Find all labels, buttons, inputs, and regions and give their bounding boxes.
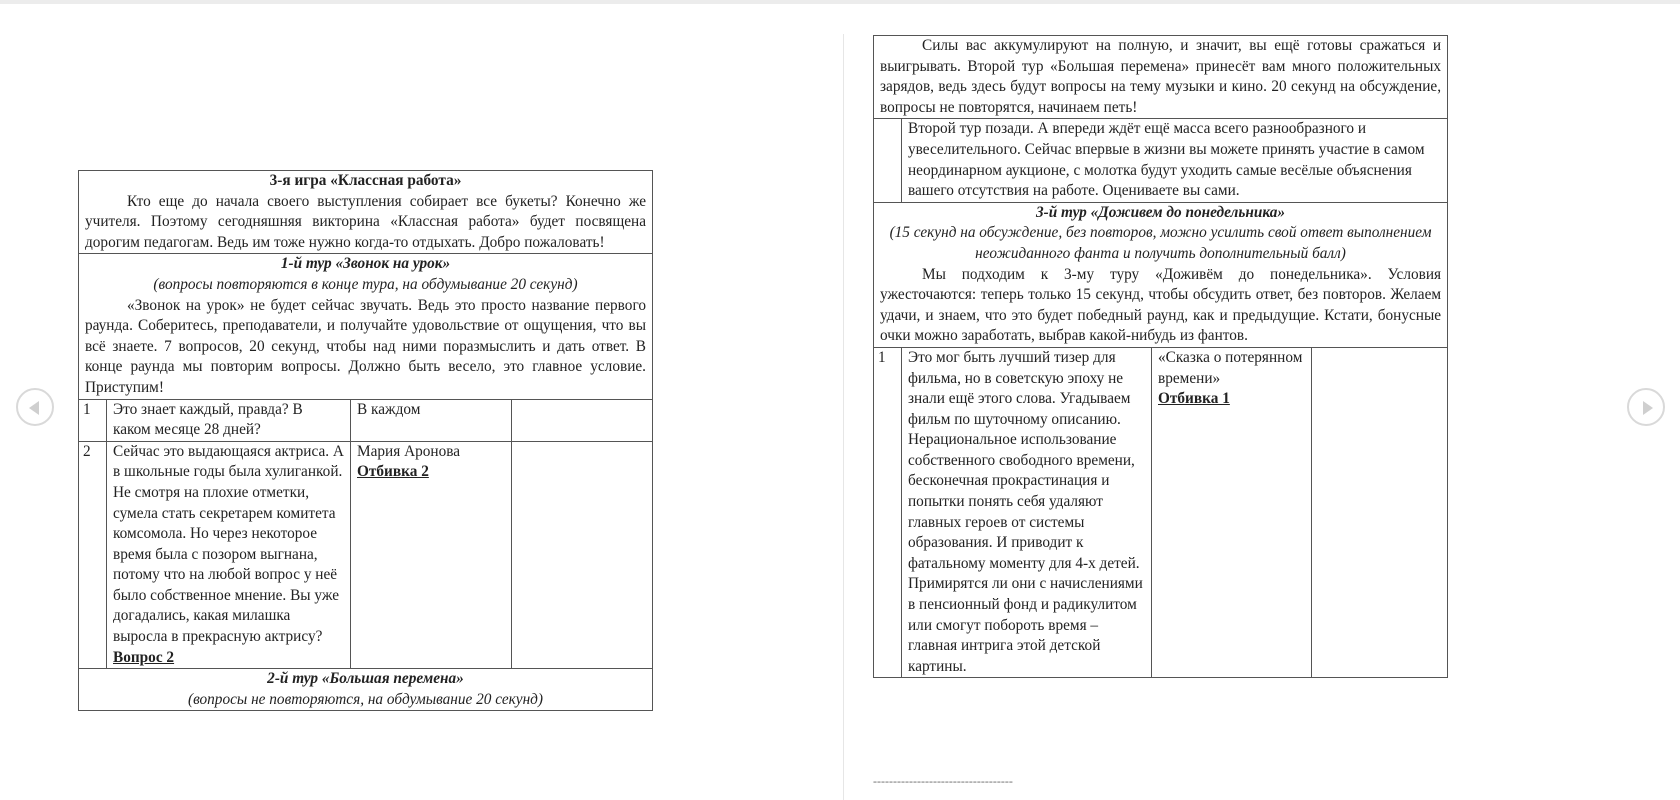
answer-text: Мария Аронова <box>357 442 461 460</box>
round1-title: 1-й тур «Звонок на урок» <box>280 255 451 273</box>
right-page <box>873 35 1447 678</box>
round1-cell <box>79 254 653 399</box>
answer-text: В каждом <box>351 399 512 441</box>
round2-cell <box>79 669 653 711</box>
left-table <box>78 170 653 711</box>
answer-tag: Отбивка 2 <box>357 463 429 481</box>
question-text: Сейчас это выдающаяся актриса. А в школьные годы была хулиганкой. Не смотря на плохие отметки, сумела стать секретарем комитета комсомола. Но через некоторое время была с позором выгнана, потому что на любой вопрос у неё было собственное мнение. Вы уже догадались, какая милашка выросла в прекрасную актрису? <box>113 442 344 646</box>
empty-cell <box>1312 347 1448 678</box>
game-title: 3-я игра «Классная работа» <box>269 172 462 189</box>
left-page <box>78 170 652 711</box>
answer-text: «Сказка о потерянном времени» <box>1158 348 1303 387</box>
table-row <box>874 347 1448 678</box>
intro-cell <box>79 171 653 254</box>
round2-note: (вопросы не повторяются, на обдумывание 20 секунд) <box>187 690 544 708</box>
question-tag: Вопрос 2 <box>113 648 175 666</box>
chevron-right-icon <box>1643 401 1653 415</box>
empty-cell <box>512 441 653 669</box>
question-number: 1 <box>79 399 107 441</box>
question-number: 2 <box>79 441 107 669</box>
footer-line: ----------------------------------- <box>873 774 1013 788</box>
prev-page-button[interactable] <box>16 388 54 426</box>
top-bar <box>0 0 1680 4</box>
next-page-button[interactable] <box>1627 388 1665 426</box>
round3-title: 3-й тур «Доживем до понедельника» <box>1035 203 1286 221</box>
answer-cell <box>351 441 512 669</box>
round1-text: «Звонок на урок» не будет сейчас звучать. Ведь это просто название первого раунда. Соберитесь, преподаватели, и получайте удовольствие от ощущения, что вы всё знаете. 7 вопросов, 20 секунд, чтобы над ними поразмыслить и дать ответ. В конце раунда мы повторим вопросы. Должно быть весело, это главное условие. Приступим! <box>85 296 646 396</box>
empty-cell <box>512 399 653 441</box>
question-number: 1 <box>874 347 902 678</box>
empty-cell <box>874 119 902 202</box>
round2-after-text: Второй тур позади. А впереди ждёт ещё масса всего разнообразного и увеселительного. Сейчас впервые в жизни вы можете принять участие в самом неординарном аукционе, с молотка будут уходить самые весёлые объяснения вашего отсутствия на работе. Оцениваете вы сами. <box>908 120 1425 200</box>
chevron-left-icon <box>29 401 39 415</box>
question-text: Это мог быть лучший тизер для фильма, но в советскую эпоху не знали ещё этого слова. Угадываем фильм по шуточному описанию. Нерациональное использование собственного свободного времени, бесконечная прокрастинация и попытки понять себя удаляют главных героев от системы образования. И приводит к фатальному моменту для 4-х детей. Примирятся ли они с начислениями в пенсионный фонд и радикулитом или смогут побороть время – главная интрига этой детской картины. <box>902 347 1152 678</box>
round2-text: Силы вас аккумулируют на полную, и значит, вы ещё готовы сражаться и выигрывать. Второй тур «Большая перемена» принесёт вам много положительных зарядов, ведь здесь будут вопросы на тему музыки и кино. 20 секунд на обсуждение, вопросы не повторятся, начинаем петь! <box>880 37 1442 116</box>
table-row <box>79 441 653 669</box>
table-row <box>79 399 653 441</box>
round2-after-cell <box>902 119 1448 202</box>
answer-cell <box>1152 347 1312 678</box>
round2-text-cell <box>874 36 1448 119</box>
right-table <box>873 35 1448 678</box>
round3-note: (15 секунд на обсуждение, без повторов, можно усилить свой ответ выполнением неожиданного фанта и получить дополнительный балл) <box>889 224 1432 262</box>
round2-title: 2-й тур «Большая перемена» <box>267 670 464 688</box>
question-cell <box>107 441 351 669</box>
question-text: Это знает каждый, правда? В каком месяце 28 дней? <box>107 399 351 441</box>
round1-note: (вопросы повторяются в конце тура, на обдумывание 20 секунд) <box>153 275 578 293</box>
page-divider <box>843 34 844 800</box>
round3-text: Мы подходим к 3-му туру «Доживём до понедельника». Условия ужесточаются: теперь только 15 секунд, чтобы обсудить ответ, без повторов. Желаем удачи, и знаем, что это будет победный раунд, как и предыдущие. Кстати, бонусные очки можно заработать, выбрав какой-нибудь из фантов. <box>880 265 1442 345</box>
answer-tag: Отбивка 1 <box>1158 390 1230 408</box>
round3-cell <box>874 202 1448 347</box>
intro-text: Кто еще до начала своего выступления собирает все букеты? Конечно же учителя. Поэтому сегодняшняя викторина «Классная работа» будет посвящена дорогим педагогам. Ведь им тоже нужно когда-то отдыхать. Добро пожаловать! <box>85 192 646 251</box>
